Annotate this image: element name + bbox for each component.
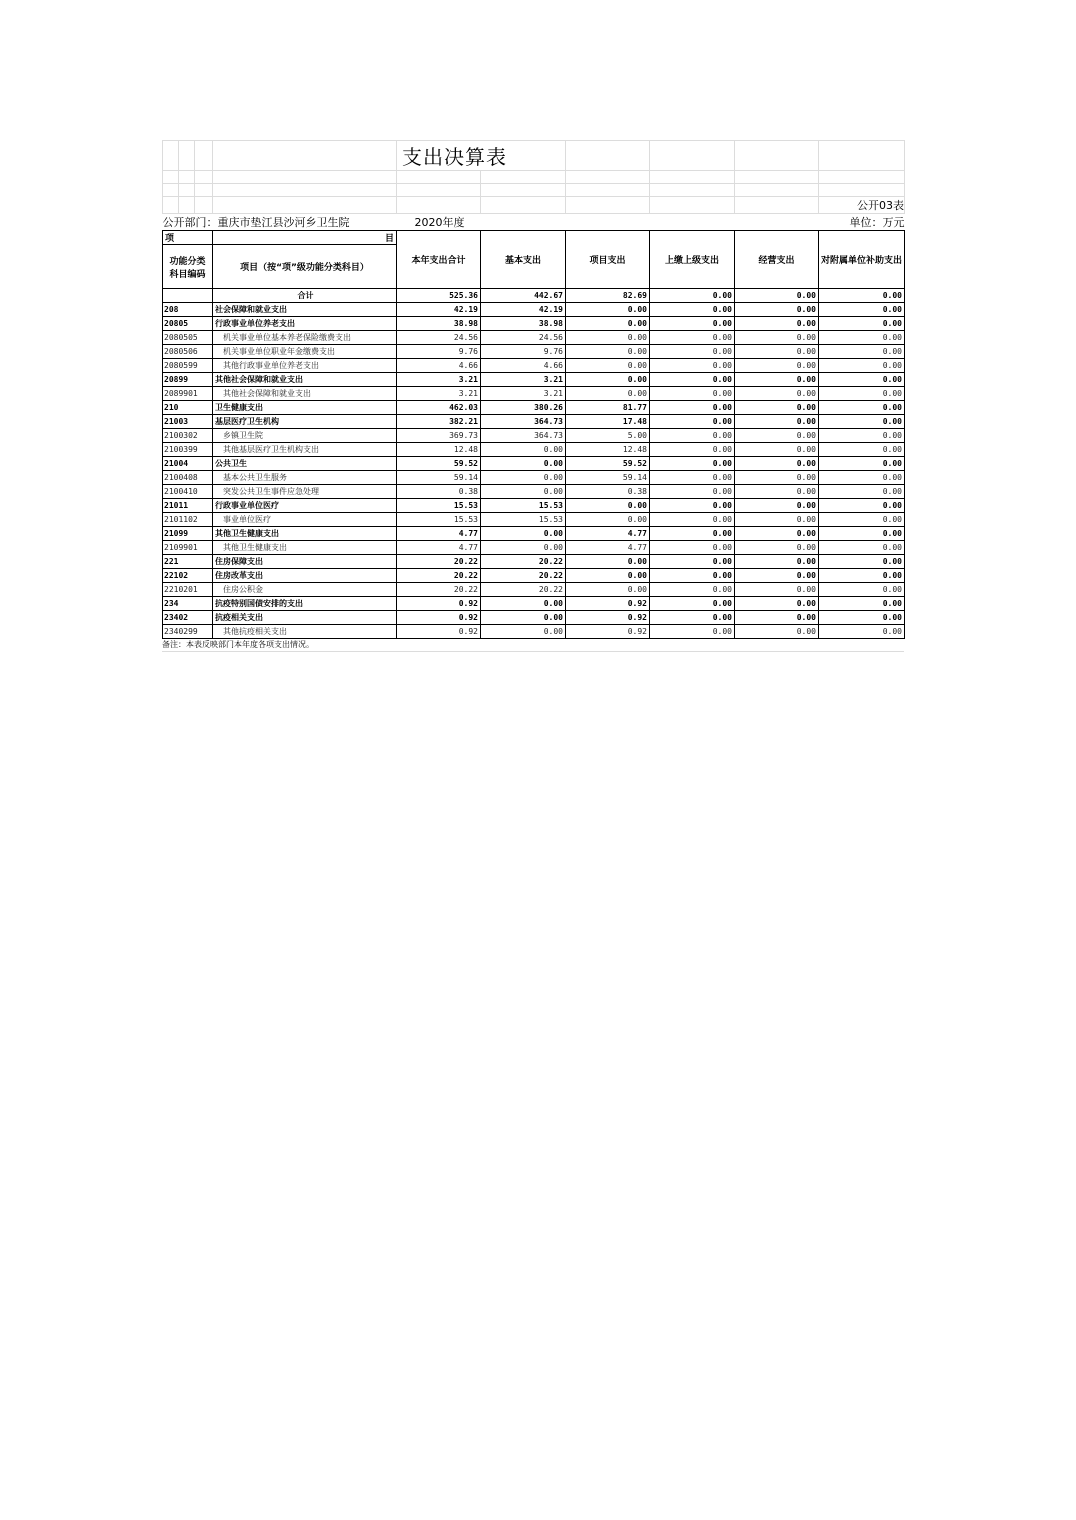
row-value: 3.21: [481, 373, 566, 387]
table-row: [163, 569, 905, 583]
row-value: 4.77: [397, 541, 481, 555]
row-code: [163, 289, 213, 303]
unit-label: 单位：万元: [849, 216, 905, 229]
col-header-basic: 基本支出: [481, 231, 566, 289]
row-value: 0.00: [819, 345, 905, 359]
row-value: 0.00: [650, 527, 735, 541]
expenditure-sheet: [162, 140, 904, 652]
row-value: 0.00: [735, 541, 819, 555]
row-value: 0.00: [650, 485, 735, 499]
row-value: 42.19: [397, 303, 481, 317]
row-value: 0.00: [819, 569, 905, 583]
col-header-code: 功能分类科目编码: [163, 245, 213, 289]
row-value: 0.00: [819, 527, 905, 541]
row-code: 208: [163, 303, 213, 317]
table-row: [163, 359, 905, 373]
row-value: 0.00: [650, 345, 735, 359]
row-value: 0.00: [735, 471, 819, 485]
row-value: 0.00: [481, 625, 566, 639]
row-value: 0.00: [735, 415, 819, 429]
row-value: 364.73: [481, 429, 566, 443]
row-value: 0.00: [735, 625, 819, 639]
row-value: 38.98: [397, 317, 481, 331]
row-value: 0.00: [566, 513, 650, 527]
row-value: 20.22: [481, 569, 566, 583]
row-name: 其他卫生健康支出: [213, 527, 397, 541]
row-value: 4.77: [566, 527, 650, 541]
row-code: 21004: [163, 457, 213, 471]
row-value: 4.77: [397, 527, 481, 541]
row-name: 住房公积金: [213, 583, 397, 597]
row-value: 0.00: [566, 387, 650, 401]
row-value: 3.21: [397, 373, 481, 387]
row-value: 0.00: [566, 359, 650, 373]
row-code: 23402: [163, 611, 213, 625]
table-row: [163, 597, 905, 611]
table-row: [163, 387, 905, 401]
row-value: 0.00: [735, 569, 819, 583]
row-code: 2101102: [163, 513, 213, 527]
row-value: 59.14: [566, 471, 650, 485]
table-row: [163, 415, 905, 429]
row-value: 462.03: [397, 401, 481, 415]
row-name: 突发公共卫生事件应急处理: [213, 485, 397, 499]
row-value: 0.00: [650, 625, 735, 639]
row-value: 4.66: [481, 359, 566, 373]
row-value: 0.00: [819, 625, 905, 639]
row-code: 2109901: [163, 541, 213, 555]
row-name: 住房保障支出: [213, 555, 397, 569]
row-name: 抗疫特别国债安排的支出: [213, 597, 397, 611]
row-value: 0.00: [819, 401, 905, 415]
row-value: 0.00: [819, 457, 905, 471]
row-value: 15.53: [397, 499, 481, 513]
row-value: 0.00: [735, 457, 819, 471]
row-code: 2080505: [163, 331, 213, 345]
row-value: 0.00: [819, 555, 905, 569]
row-value: 0.00: [481, 443, 566, 457]
row-code: 2340299: [163, 625, 213, 639]
row-value: 5.00: [566, 429, 650, 443]
header-xiang: 项: [163, 231, 213, 245]
row-value: 0.00: [735, 611, 819, 625]
sheet-top: [162, 140, 905, 230]
table-row: [163, 583, 905, 597]
row-code: 22102: [163, 569, 213, 583]
row-value: 380.26: [481, 401, 566, 415]
row-value: 0.00: [819, 387, 905, 401]
row-value: 0.38: [566, 485, 650, 499]
row-value: 20.22: [397, 569, 481, 583]
row-value: 17.48: [566, 415, 650, 429]
expenditure-table: [162, 230, 905, 639]
row-value: 0.00: [735, 331, 819, 345]
row-name: 社会保障和就业支出: [213, 303, 397, 317]
row-name: 基本公共卫生服务: [213, 471, 397, 485]
table-row: [163, 611, 905, 625]
table-note: 备注：本表反映部门本年度各项支出情况。: [162, 639, 904, 652]
row-value: 0.00: [735, 485, 819, 499]
row-value: 0.00: [650, 289, 735, 303]
row-name: 基层医疗卫生机构: [213, 415, 397, 429]
table-row: [163, 541, 905, 555]
row-name: 其他卫生健康支出: [213, 541, 397, 555]
row-name: 公共卫生: [213, 457, 397, 471]
row-value: 0.00: [819, 373, 905, 387]
row-value: 0.00: [481, 597, 566, 611]
row-value: 0.00: [566, 569, 650, 583]
row-value: 0.00: [650, 513, 735, 527]
row-value: 0.00: [819, 597, 905, 611]
row-value: 0.00: [650, 429, 735, 443]
row-value: 42.19: [481, 303, 566, 317]
row-value: 0.00: [735, 317, 819, 331]
page-title: 支出决算表: [397, 141, 566, 171]
row-value: 0.00: [566, 345, 650, 359]
row-value: 0.00: [650, 373, 735, 387]
row-value: 0.00: [735, 429, 819, 443]
row-value: 0.00: [566, 373, 650, 387]
form-number: 公开03表: [819, 197, 905, 214]
row-value: 0.00: [819, 583, 905, 597]
row-value: 0.00: [735, 527, 819, 541]
table-row: [163, 527, 905, 541]
row-value: 0.00: [735, 499, 819, 513]
row-value: 20.22: [397, 555, 481, 569]
col-header-project: 项目支出: [566, 231, 650, 289]
row-value: 82.69: [566, 289, 650, 303]
row-value: 9.76: [481, 345, 566, 359]
row-code: 2080506: [163, 345, 213, 359]
row-value: 0.00: [566, 499, 650, 513]
row-value: 0.00: [650, 359, 735, 373]
row-value: 0.00: [566, 583, 650, 597]
row-value: 0.00: [819, 317, 905, 331]
row-value: 0.92: [397, 611, 481, 625]
row-value: 15.53: [397, 513, 481, 527]
row-value: 0.00: [819, 611, 905, 625]
col-header-name: 项目（按“项”级功能分类科目）: [213, 245, 397, 289]
row-value: 24.56: [397, 331, 481, 345]
row-name: 其他基层医疗卫生机构支出: [213, 443, 397, 457]
row-value: 20.22: [397, 583, 481, 597]
row-code: 21011: [163, 499, 213, 513]
table-row: [163, 555, 905, 569]
table-row: [163, 373, 905, 387]
row-value: 0.00: [650, 499, 735, 513]
row-value: 369.73: [397, 429, 481, 443]
row-name: 其他社会保障和就业支出: [213, 373, 397, 387]
row-value: 0.00: [819, 485, 905, 499]
table-row: [163, 471, 905, 485]
row-code: 2100408: [163, 471, 213, 485]
row-value: 20.22: [481, 583, 566, 597]
fiscal-year: 2020年度: [414, 216, 465, 229]
row-value: 0.00: [819, 359, 905, 373]
row-value: 0.00: [819, 415, 905, 429]
row-value: 0.38: [397, 485, 481, 499]
table-row: [163, 625, 905, 639]
row-name: 行政事业单位养老支出: [213, 317, 397, 331]
row-value: 0.00: [566, 303, 650, 317]
row-value: 0.00: [735, 583, 819, 597]
row-code: 21003: [163, 415, 213, 429]
row-value: 0.00: [650, 415, 735, 429]
row-value: 0.00: [650, 303, 735, 317]
row-value: 0.00: [819, 499, 905, 513]
row-value: 59.52: [566, 457, 650, 471]
row-value: 364.73: [481, 415, 566, 429]
row-code: 2100410: [163, 485, 213, 499]
row-name: 抗疫相关支出: [213, 611, 397, 625]
row-name: 乡镇卫生院: [213, 429, 397, 443]
row-code: 20805: [163, 317, 213, 331]
row-code: 2210201: [163, 583, 213, 597]
row-name: 其他社会保障和就业支出: [213, 387, 397, 401]
row-value: 0.00: [650, 611, 735, 625]
row-value: 0.00: [650, 331, 735, 345]
row-name: 卫生健康支出: [213, 401, 397, 415]
table-row: [163, 513, 905, 527]
table-row: [163, 317, 905, 331]
row-value: 9.76: [397, 345, 481, 359]
row-value: 38.98: [481, 317, 566, 331]
row-value: 59.52: [397, 457, 481, 471]
row-value: 0.00: [566, 555, 650, 569]
row-code: 210: [163, 401, 213, 415]
col-header-subsidy: 对附属单位补助支出: [819, 231, 905, 289]
row-value: 0.00: [735, 597, 819, 611]
row-value: 0.00: [819, 429, 905, 443]
row-value: 0.00: [735, 387, 819, 401]
row-name: 行政事业单位医疗: [213, 499, 397, 513]
row-value: 0.00: [481, 457, 566, 471]
row-value: 4.77: [566, 541, 650, 555]
table-row: [163, 401, 905, 415]
row-value: 0.00: [735, 401, 819, 415]
table-row: [163, 429, 905, 443]
row-value: 0.00: [481, 485, 566, 499]
row-value: 0.00: [819, 331, 905, 345]
row-value: 0.00: [481, 611, 566, 625]
row-value: 0.00: [819, 303, 905, 317]
row-value: 0.00: [650, 555, 735, 569]
row-value: 20.22: [481, 555, 566, 569]
row-value: 0.00: [819, 541, 905, 555]
row-value: 15.53: [481, 499, 566, 513]
row-code: 21099: [163, 527, 213, 541]
row-value: 0.00: [481, 471, 566, 485]
row-value: 59.14: [397, 471, 481, 485]
row-value: 0.00: [735, 289, 819, 303]
total-row: [163, 289, 905, 303]
row-value: 12.48: [397, 443, 481, 457]
header-mu: 目: [213, 231, 397, 245]
row-name: 住房改革支出: [213, 569, 397, 583]
table-row: [163, 457, 905, 471]
table-row: [163, 485, 905, 499]
row-value: 0.00: [650, 583, 735, 597]
row-value: 3.21: [481, 387, 566, 401]
row-value: 0.00: [735, 373, 819, 387]
row-value: 0.00: [650, 471, 735, 485]
row-name: 事业单位医疗: [213, 513, 397, 527]
row-value: 0.00: [650, 317, 735, 331]
row-value: 0.00: [650, 569, 735, 583]
row-code: 221: [163, 555, 213, 569]
row-value: 525.36: [397, 289, 481, 303]
row-name: 其他行政事业单位养老支出: [213, 359, 397, 373]
row-value: 442.67: [481, 289, 566, 303]
row-value: 81.77: [566, 401, 650, 415]
row-value: 0.00: [819, 513, 905, 527]
row-value: 24.56: [481, 331, 566, 345]
row-value: 0.00: [566, 317, 650, 331]
row-value: 0.00: [650, 457, 735, 471]
row-code: 2100302: [163, 429, 213, 443]
row-value: 0.00: [650, 443, 735, 457]
row-name: 机关事业单位职业年金缴费支出: [213, 345, 397, 359]
table-row: [163, 499, 905, 513]
row-value: 4.66: [397, 359, 481, 373]
row-name: 机关事业单位基本养老保险缴费支出: [213, 331, 397, 345]
row-value: 0.00: [735, 555, 819, 569]
row-value: 3.21: [397, 387, 481, 401]
row-value: 0.92: [566, 625, 650, 639]
row-code: 20899: [163, 373, 213, 387]
row-value: 0.00: [735, 303, 819, 317]
row-value: 0.00: [650, 597, 735, 611]
col-header-remit: 上缴上级支出: [650, 231, 735, 289]
row-value: 0.00: [650, 401, 735, 415]
row-value: 0.92: [566, 597, 650, 611]
row-value: 0.00: [566, 331, 650, 345]
row-value: 15.53: [481, 513, 566, 527]
row-value: 0.00: [650, 387, 735, 401]
col-header-total: 本年支出合计: [397, 231, 481, 289]
row-value: 0.00: [735, 345, 819, 359]
row-value: 0.00: [735, 513, 819, 527]
row-name: 其他抗疫相关支出: [213, 625, 397, 639]
row-code: 2080599: [163, 359, 213, 373]
row-value: 12.48: [566, 443, 650, 457]
row-value: 0.00: [819, 471, 905, 485]
row-value: 0.00: [481, 541, 566, 555]
table-row: [163, 443, 905, 457]
row-value: 0.92: [397, 625, 481, 639]
table-row: [163, 331, 905, 345]
col-header-operating: 经营支出: [735, 231, 819, 289]
row-value: 0.00: [819, 443, 905, 457]
row-value: 382.21: [397, 415, 481, 429]
row-code: 234: [163, 597, 213, 611]
row-name: 合计: [213, 289, 397, 303]
row-value: 0.92: [397, 597, 481, 611]
table-row: [163, 345, 905, 359]
row-value: 0.00: [819, 289, 905, 303]
row-code: 2089901: [163, 387, 213, 401]
row-value: 0.00: [735, 359, 819, 373]
row-value: 0.00: [735, 443, 819, 457]
row-value: 0.00: [481, 527, 566, 541]
department-label: 公开部门：重庆市垫江县沙河乡卫生院: [162, 216, 350, 229]
row-value: 0.00: [650, 541, 735, 555]
table-row: [163, 303, 905, 317]
row-value: 0.92: [566, 611, 650, 625]
row-code: 2100399: [163, 443, 213, 457]
